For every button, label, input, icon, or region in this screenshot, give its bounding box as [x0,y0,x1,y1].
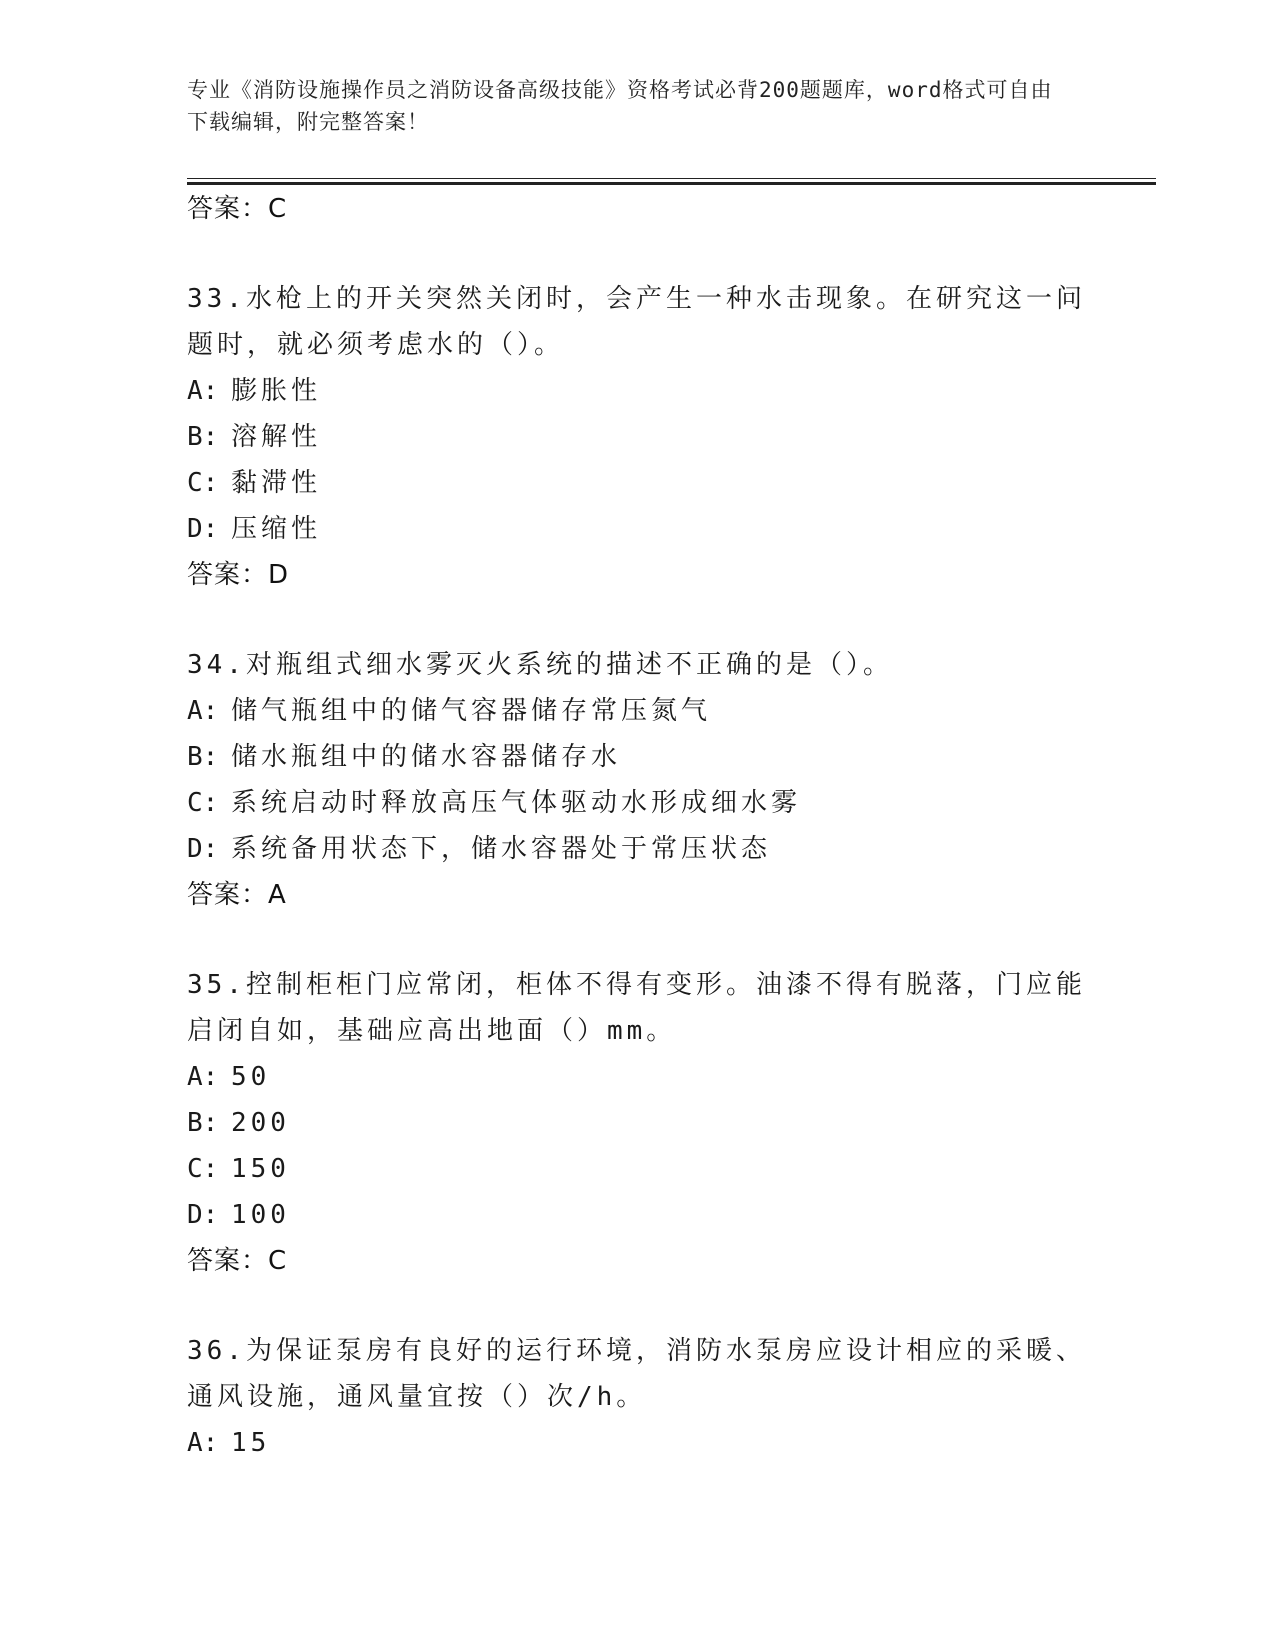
option-a [187,1054,1087,1100]
option-b [187,734,1087,780]
option-c [187,460,1087,506]
answer-label: 答案： [187,880,269,910]
option-text: 储水瓶组中的储水容器储存水 [231,742,622,772]
option-letter: C: [187,1154,219,1184]
option-text: 系统启动时释放高压气体驱动水形成细水雾 [231,788,802,818]
answer-line [187,872,1087,918]
answer-label: 答案： [187,194,269,224]
option-text: 溶解性 [231,422,322,452]
option-text: 200 [231,1108,290,1138]
option-letter: D: [187,834,219,864]
question-36 [187,1328,1087,1466]
option-b [187,414,1087,460]
option-letter: B: [187,422,219,452]
option-text: 50 [231,1062,271,1092]
option-text: 膨胀性 [231,376,322,406]
option-letter: D: [187,1200,219,1230]
answer-line [187,1238,1087,1284]
option-letter: A: [187,1062,219,1092]
option-text: 压缩性 [231,514,322,544]
option-b [187,1100,1087,1146]
question-34 [187,642,1087,918]
option-letter: A: [187,1428,219,1458]
option-letter: B: [187,1108,219,1138]
question-text: 36.为保证泵房有良好的运行环境，消防水泵房应设计相应的采暖、通风设施，通风量宜按（）次/h。 [187,1336,1086,1412]
option-d [187,826,1087,872]
answer-value: A [268,880,287,910]
question-33 [187,276,1087,598]
option-text: 15 [231,1428,271,1458]
option-a [187,688,1087,734]
question-35 [187,962,1087,1284]
option-letter: B: [187,742,219,772]
question-text: 34.对瓶组式细水雾灭火系统的描述不正确的是（）。 [187,650,893,680]
option-a [187,1420,1087,1466]
option-a [187,368,1087,414]
option-text: 150 [231,1154,290,1184]
header-rule-thin [187,178,1156,179]
document-header: 专业《消防设施操作员之消防设备高级技能》资格考试必背200题题库，word格式可自由下载编辑，附完整答案！ [187,78,1053,134]
answer-label: 答案： [187,560,269,590]
previous-answer [187,186,1087,232]
option-letter: A: [187,376,219,406]
option-text: 储气瓶组中的储气容器储存常压氮气 [231,696,712,726]
option-c [187,780,1087,826]
option-text: 系统备用状态下，储水容器处于常压状态 [231,834,772,864]
question-text: 35.控制柜柜门应常闭，柜体不得有变形。油漆不得有脱落，门应能启闭自如，基础应高出地面（）mm。 [187,970,1086,1046]
option-d [187,1192,1087,1238]
option-letter: D: [187,514,219,544]
answer-value: C [268,194,288,224]
answer-line [187,552,1087,598]
option-letter: C: [187,468,219,498]
header-rule-thick [187,182,1156,185]
option-letter: A: [187,696,219,726]
option-d [187,506,1087,552]
option-c [187,1146,1087,1192]
answer-value: D [268,560,290,590]
answer-label: 答案： [187,1246,269,1276]
question-list [187,186,1087,1510]
option-text: 100 [231,1200,290,1230]
question-text: 33.水枪上的开关突然关闭时，会产生一种水击现象。在研究这一问题时，就必须考虑水的（）。 [187,284,1086,360]
answer-value: C [268,1246,288,1276]
option-letter: C: [187,788,219,818]
option-text: 黏滞性 [231,468,322,498]
